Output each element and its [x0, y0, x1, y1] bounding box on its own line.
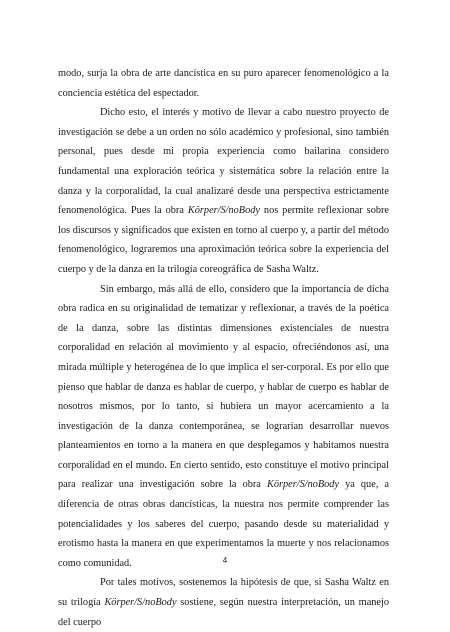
page-number: 4	[222, 556, 228, 565]
paragraph-1	[58, 64, 389, 103]
paragraph-4	[58, 573, 389, 632]
work-title-italic: Körper/S/noBody	[187, 205, 260, 217]
paragraph-3	[58, 280, 389, 574]
body-text	[58, 64, 389, 632]
paragraph-3-text-a: Sin embargo, más allá de ello, considero que la importancia de dicha obra radica en su originalidad de tematizar y reflexionar, a través de la poética de la danza, sobre las distintas dimensiones existenciales de nuestra corporalidad en relación al movimiento y al espacio, ofreciéndonos así, una mirada múltiple y heterogénea de lo que implica el ser-corporal. Es por ello que pienso que hablar de danza es hablar de cuerpo, y hablar de cuerpo es hablar de nosotros mismos, por lo tanto, si hubiera un mayor acercamiento a la investigación de la danza contemporánea, se lograrían desarrollar nuevos planteamientos en torno a la manera en que desplegamos y habitamos nuestra corporalidad en el mundo. En cierto sentido, esto constituye el motivo principal para realizar una investigación sobre la obra	[58, 283, 389, 491]
paragraph-1-text: modo, surja la obra de arte dancística en su puro aparecer fenomenológico a la conciencia estética del espectador.	[58, 68, 389, 99]
work-title-italic: Körper/S/noBody	[104, 597, 177, 609]
paragraph-2-text-b: nos permite reflexionar sobre los discursos y significados que existen en torno al cuerpo y, a partir del método fenomenológico, lograremos una aproximación teórica sobre la experiencia del cuerpo y de la danza en la trilogía coreográfica de Sasha Waltz.	[58, 205, 389, 275]
paragraph-2	[58, 103, 389, 279]
paragraph-2-text-a: Dicho esto, el interés y motivo de llevar a cabo nuestro proyecto de investigación se debe a un orden no sólo académico y profesional, sino también personal, pues desde mi propia experiencia como bailarina considero fundamental una exploración teórica y sistemática sobre la relación entre la danza y la corporalidad, la cual analizaré desde una perspectiva estrictamente fenomenológica. Pues la obra	[58, 107, 389, 217]
paragraph-4-text-b: sostiene, según nuestra interpretación, un manejo del cuerpo	[58, 597, 389, 628]
work-title-italic: Körper/S/noBody	[266, 479, 340, 491]
paragraph-3-text-b: ya que, a diferencia de otras obras dancísticas, la nuestra nos permite comprender las potencialidades y los saberes del cuerpo, pasando desde su materialidad y erotismo hasta la manera en que experimentamos la muerte y nos relacionamos como comunidad.	[58, 479, 390, 569]
paragraph-4-text-a: Por tales motivos, sostenemos la hipótesis de que, si Sasha Waltz en su trilogía	[58, 577, 389, 609]
